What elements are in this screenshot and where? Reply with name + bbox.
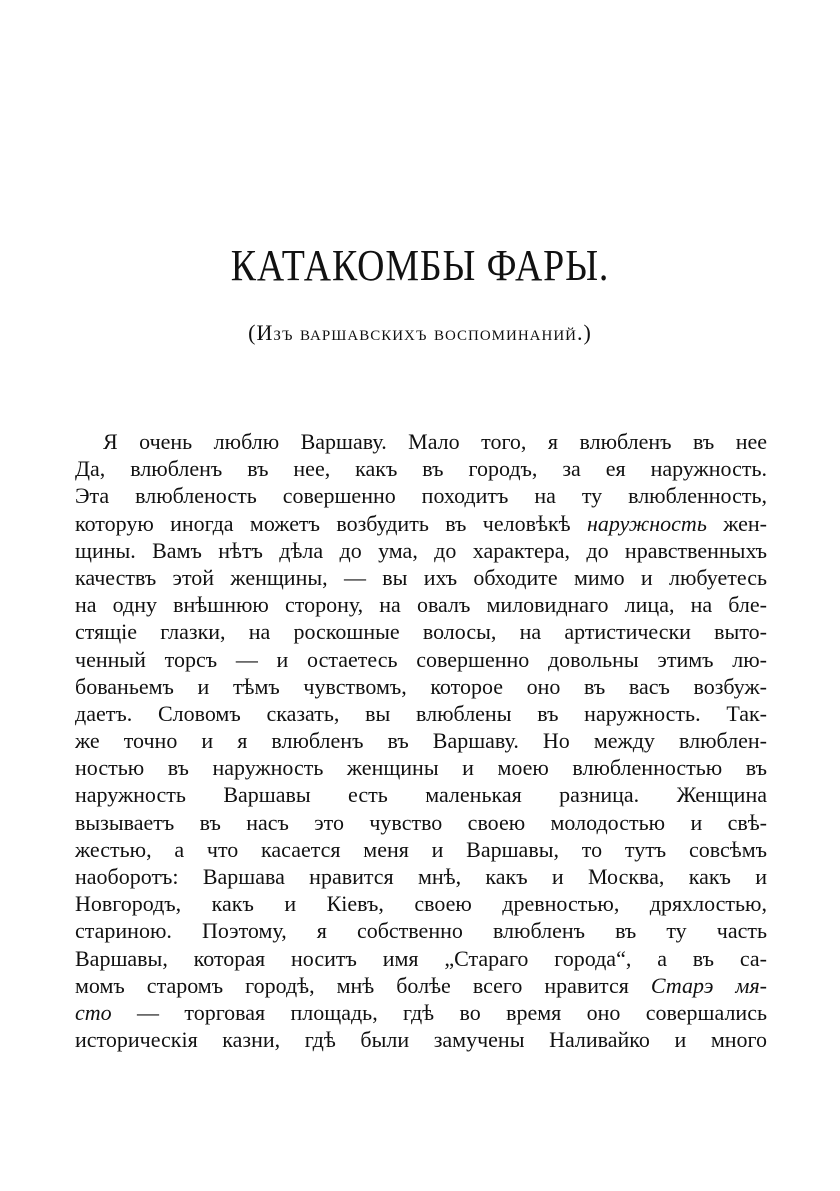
text-segment: Новгородъ, какъ и Кіевъ, своею древностью, дряхлостью, — [75, 891, 767, 917]
chapter-subtitle — [0, 320, 840, 346]
text-line — [75, 917, 767, 944]
text-line — [75, 863, 767, 890]
text-line — [75, 428, 767, 455]
text-line — [75, 972, 767, 999]
italic-segment: Старэ мя- — [650, 972, 767, 998]
chapter-title: КАТАКОМБЫ ФАРЫ. — [230, 241, 610, 290]
text-segment: Я очень люблю Варшаву. Мало того, я влюбленъ въ нее — [103, 429, 767, 454]
text-segment: же точно и я влюбленъ въ Варшаву. Но между влюблен- — [75, 728, 767, 754]
text-line — [75, 809, 767, 836]
text-line — [75, 482, 767, 509]
text-line — [75, 673, 767, 700]
text-line — [75, 537, 767, 564]
body-text — [75, 428, 767, 1053]
text-segment: ностью въ наружность женщины и моею влюбленностью въ — [75, 755, 767, 781]
text-line — [75, 646, 767, 673]
text-segment: которую иногда можетъ возбудить въ человѣкѣ — [75, 510, 587, 536]
text-line — [75, 999, 767, 1026]
text-segment: историческія казни, гдѣ были замучены Наливайко и много — [75, 1027, 767, 1053]
text-segment: стариною. Поэтому, я собственно влюбленъ въ ту часть — [75, 918, 767, 944]
text-line — [75, 727, 767, 754]
text-segment: щины. Вамъ нѣтъ дѣла до ума, до характера, до нравственныхъ — [75, 537, 767, 563]
italic-segment: сто — [75, 999, 112, 1025]
text-segment: жен- — [706, 510, 767, 536]
text-segment: Эта влюбленость совершенно походитъ на ту влюбленность, — [75, 483, 767, 509]
text-segment: момъ старомъ городѣ, мнѣ болѣе всего нравится — [75, 972, 651, 998]
text-segment: наоборотъ: Варшава нравится мнѣ, какъ и Москва, какъ и — [75, 864, 767, 889]
italic-segment: наружность — [586, 510, 707, 536]
text-line — [75, 1026, 767, 1053]
text-line — [75, 754, 767, 781]
text-line — [75, 564, 767, 591]
text-line — [75, 510, 767, 537]
text-segment: вызываетъ въ насъ это чувство своею молодостью и свѣ- — [75, 809, 767, 835]
text-segment: ченный торсъ — и остаетесь совершенно довольны этимъ лю- — [75, 646, 767, 672]
text-segment: на одну внѣшнюю сторону, на овалъ миловиднаго лица, на бле- — [75, 592, 767, 618]
text-line — [75, 890, 767, 917]
text-line — [75, 618, 767, 645]
text-segment: жестью, а что касается меня и Варшавы, то тутъ совсѣмъ — [75, 836, 767, 862]
text-segment: даетъ. Словомъ сказать, вы влюблены въ наружность. Так- — [75, 700, 767, 726]
text-line — [75, 591, 767, 618]
text-line — [75, 700, 767, 727]
text-segment: качествъ этой женщины, — вы ихъ обходите мимо и любуетесь — [75, 564, 767, 590]
text-line — [75, 836, 767, 863]
subtitle-text: (Изъ варшавскихъ воспоминаний.) — [248, 320, 592, 345]
text-segment: стящіе глазки, на роскошные волосы, на артистически выто- — [75, 619, 767, 645]
text-line — [75, 781, 767, 808]
text-segment: — торговая площадь, гдѣ во время оно совершались — [111, 999, 767, 1025]
text-line — [75, 945, 767, 972]
text-segment: Варшавы, которая носитъ имя „Стараго города“, а въ са- — [75, 945, 767, 971]
text-segment: Да, влюбленъ въ нее, какъ въ городъ, за ея наружность. — [75, 456, 767, 482]
text-segment: бованьемъ и тѣмъ чувствомъ, которое оно въ васъ возбуж- — [75, 673, 767, 699]
text-line — [75, 455, 767, 482]
text-segment: наружность Варшавы есть маленькая разница. Женщина — [75, 782, 767, 808]
